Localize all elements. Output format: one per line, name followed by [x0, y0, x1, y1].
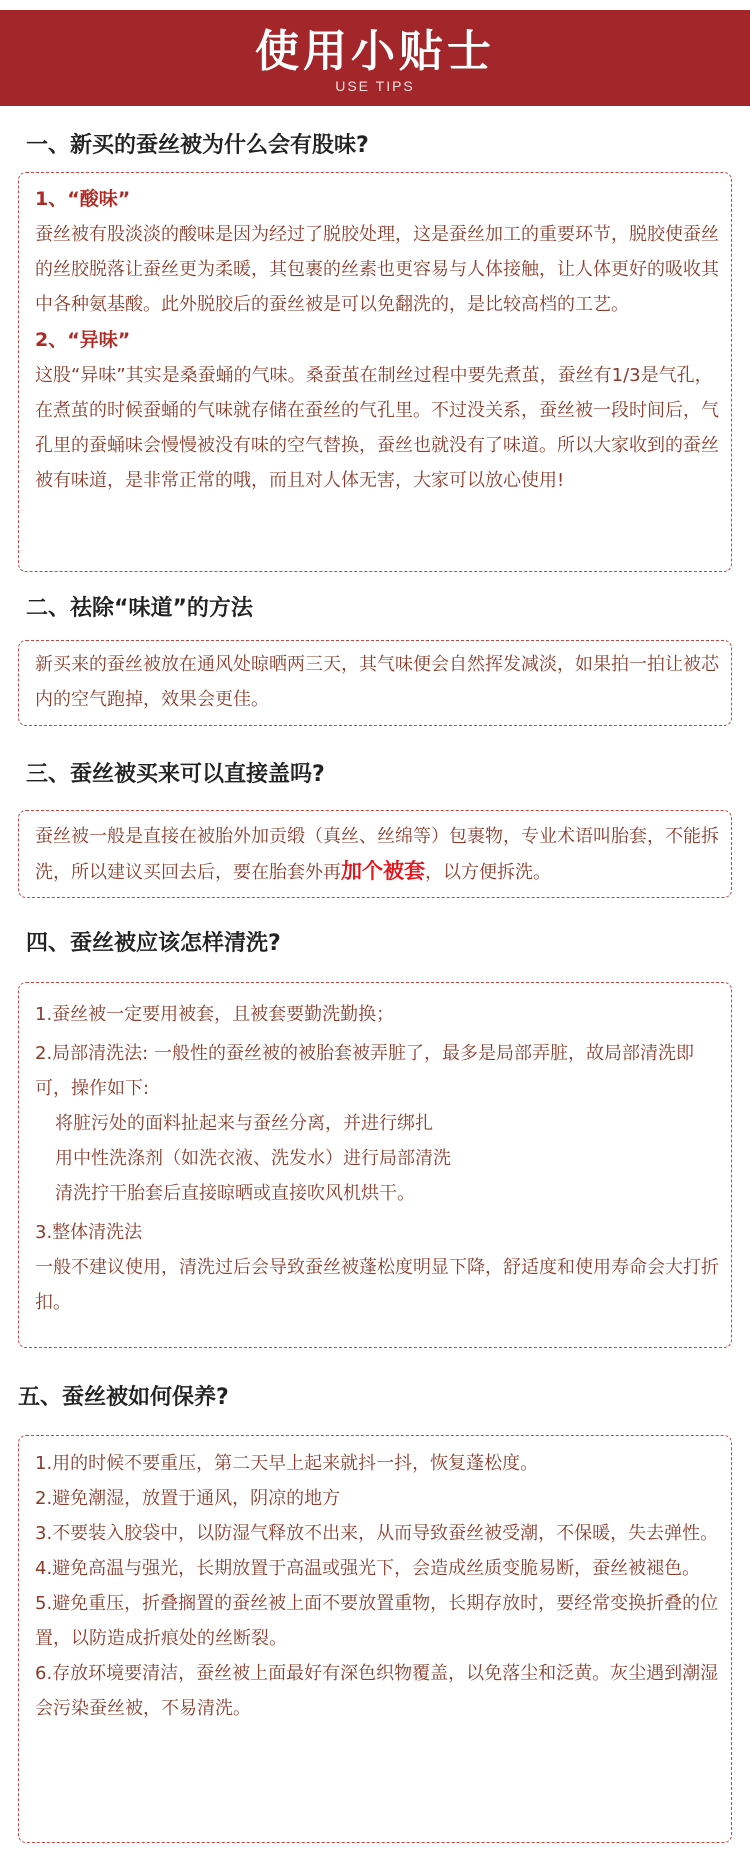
section-1-paragraph-odor: 这股“异味”其实是桑蚕蛹的气味。桑蚕茧在制丝过程中要先煮茧，蚕丝有1/3是气孔，在煮茧的时候蚕蛹的气味就存储在蚕丝的气孔里。不过没关系，蚕丝被一段时间后，气孔里的蚕蛹味会慢慢被没有味的空气替换，蚕丝也就没有了味道。所以大家收到的蚕丝被有味道，是非常正常的哦，而且对人体无害，大家可以放心使用! [35, 365, 719, 491]
section-4-step-3: 清洗拧干胎套后直接晾晒或直接吹风机烘干。 [55, 1183, 415, 1204]
section-4-item-3: 3.整体清洗法 [35, 1222, 143, 1243]
section-4-item-1: 1.蚕丝被一定要用被套，且被套要勤洗勤换； [35, 1004, 395, 1025]
section-5-item-5: 5.避免重压，折叠搁置的蚕丝被上面不要放置重物，长期存放时，要经常变换折叠的位置，以防造成折痕处的丝断裂。 [35, 1593, 719, 1649]
section-1-subheading-odor: 2、“异味” [35, 329, 131, 351]
section-5-item-2: 2.避免潮湿，放置于通风，阴凉的地方 [35, 1488, 341, 1509]
page-title: 使用小贴士 [255, 26, 495, 77]
section-4-item-3-paragraph: 一般不建议使用，清洗过后会导致蚕丝被蓬松度明显下降，舒适度和使用寿命会大打折扣。 [35, 1257, 719, 1313]
section-3-text-a: 蚕丝被一般是直接在被胎外加贡缎（真丝、丝绵等）包裹物，专业术语叫胎套，不能拆洗，所以建议买回去后，要在胎套外再 [35, 826, 719, 883]
section-4-step-2: 用中性洗涤剂（如洗衣液、洗发水）进行局部清洗 [55, 1148, 451, 1169]
section-1-heading: 一、新买的蚕丝被为什么会有股味? [26, 133, 369, 158]
section-3-paragraph [35, 819, 719, 890]
section-5-heading: 五、蚕丝被如何保养? [18, 1385, 229, 1410]
section-4-box [18, 982, 732, 1348]
section-5-item-6: 6.存放环境要清洁，蚕丝被上面最好有深色织物覆盖，以免落尘和泛黄。灰尘遇到潮湿会污染蚕丝被，不易清洗。 [35, 1663, 719, 1719]
page-subtitle: USE TIPS [335, 78, 415, 94]
section-5-item-3: 3.不要装入胶袋中，以防湿气释放不出来，从而导致蚕丝被受潮，不保暖，失去弹性。 [35, 1523, 719, 1544]
section-2-heading: 二、祛除“味道”的方法 [26, 596, 253, 621]
section-3-box [18, 810, 732, 898]
section-5-item-1: 1.用的时候不要重压，第二天早上起来就抖一抖，恢复蓬松度。 [35, 1453, 539, 1474]
section-5-box [18, 1435, 732, 1843]
section-3-heading: 三、蚕丝被买来可以直接盖吗? [26, 762, 325, 787]
section-1-subheading-sour: 1、“酸味” [35, 188, 131, 210]
section-4-step-1: 将脏污处的面料扯起来与蚕丝分离，并进行绑扎 [55, 1113, 433, 1134]
header-banner [0, 10, 750, 106]
section-2-paragraph: 新买来的蚕丝被放在通风处晾晒两三天，其气味便会自然挥发减淡，如果拍一拍让被芯内的空气跑掉，效果会更佳。 [35, 654, 719, 710]
section-3-highlight: 加个被套 [341, 859, 425, 883]
section-2-box [18, 640, 732, 726]
section-4-heading: 四、蚕丝被应该怎样清洗? [26, 931, 281, 956]
section-1-box [18, 172, 732, 572]
section-3-text-b: ，以方便拆洗。 [425, 862, 551, 883]
section-4-item-2: 2.局部清洗法: 一般性的蚕丝被的被胎套被弄脏了，最多是局部弄脏，故局部清洗即可，操作如下: [35, 1043, 694, 1099]
section-5-item-4: 4.避免高温与强光，长期放置于高温或强光下，会造成丝质变脆易断，蚕丝被褪色。 [35, 1558, 701, 1579]
section-1-paragraph-sour: 蚕丝被有股淡淡的酸味是因为经过了脱胶处理，这是蚕丝加工的重要环节，脱胶使蚕丝的丝胶脱落让蚕丝更为柔暖，其包裹的丝素也更容易与人体接触，让人体更好的吸收其中各种氨基酸。此外脱胶后的蚕丝被是可以免翻洗的，是比较高档的工艺。 [35, 224, 719, 315]
